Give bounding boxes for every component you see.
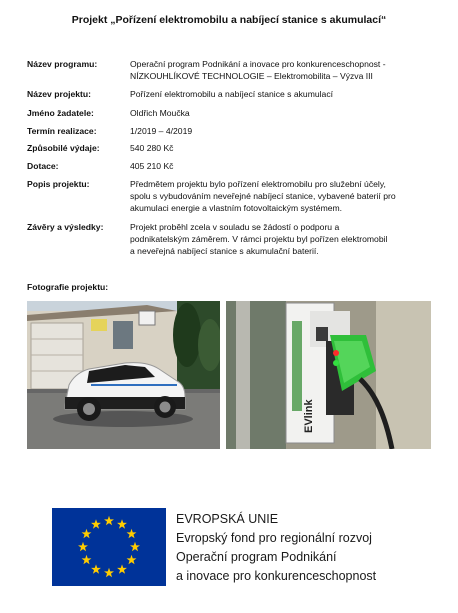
field-value bbox=[130, 178, 431, 214]
photo-electric-car bbox=[27, 301, 220, 449]
field-value bbox=[130, 58, 431, 82]
value-line: a neveřejná nabíjecí stanice s akumulační baterií. bbox=[130, 246, 319, 256]
eu-funding-text bbox=[176, 510, 446, 586]
field-value: Pořízení elektromobilu a nabíjecí stanice s akumulací bbox=[130, 89, 334, 99]
eu-line-fund: Evropský fond pro regionální rozvoj bbox=[176, 531, 372, 545]
field-value: 540 280 Kč bbox=[130, 143, 174, 153]
eu-line-innovation: a inovace pro konkurenceschopnost bbox=[176, 569, 377, 583]
field-label: Způsobilé výdaje: bbox=[27, 143, 100, 153]
field-value: 1/2019 – 4/2019 bbox=[130, 126, 193, 136]
page-title: Projekt „Pořízení elektromobilu a nabíjecí stanice s akumulací“ bbox=[71, 14, 387, 26]
field-label: Dotace: bbox=[27, 161, 59, 171]
photos-label: Fotografie projektu: bbox=[27, 282, 109, 292]
field-value: 405 210 Kč bbox=[130, 161, 174, 171]
photo-charging-station bbox=[226, 301, 431, 449]
value-line: Předmětem projektu bylo pořízení elektromobilu pro služební účely, bbox=[130, 179, 386, 189]
value-line: akumulaci energie a vlastním fotovoltaickým systémem. bbox=[130, 203, 343, 213]
eu-line-program: Operační program Podnikání bbox=[176, 550, 337, 564]
charger-brand-label: EVlink bbox=[303, 399, 315, 433]
field-label: Závěry a výsledky: bbox=[27, 222, 104, 232]
eu-flag-icon bbox=[52, 508, 166, 586]
field-label: Popis projektu: bbox=[27, 179, 90, 189]
field-label: Jméno žadatele: bbox=[27, 108, 94, 118]
value-line: spolu s vybudováním neveřejné nabíjecí stanice, vybavené baterií pro bbox=[130, 191, 396, 201]
field-value bbox=[130, 221, 431, 257]
value-line: podnikatelským záměrem. V rámci projektu byl pořízen elektromobil bbox=[130, 234, 388, 244]
value-line: Projekt proběhl zcela v souladu se žádostí o podporu a bbox=[130, 222, 340, 232]
eu-line-union: EVROPSKÁ UNIE bbox=[176, 512, 279, 526]
value-line: NÍZKOUHLÍKOVÉ TECHNOLOGIE – Elektromobilita – Výzva III bbox=[130, 71, 373, 81]
field-label: Termín realizace: bbox=[27, 126, 97, 136]
field-label: Název programu: bbox=[27, 59, 98, 69]
value-line: Operační program Podnikání a inovace pro konkurenceschopnost - bbox=[130, 59, 386, 69]
field-value: Oldřich Moučka bbox=[130, 108, 190, 118]
field-label: Název projektu: bbox=[27, 89, 91, 99]
